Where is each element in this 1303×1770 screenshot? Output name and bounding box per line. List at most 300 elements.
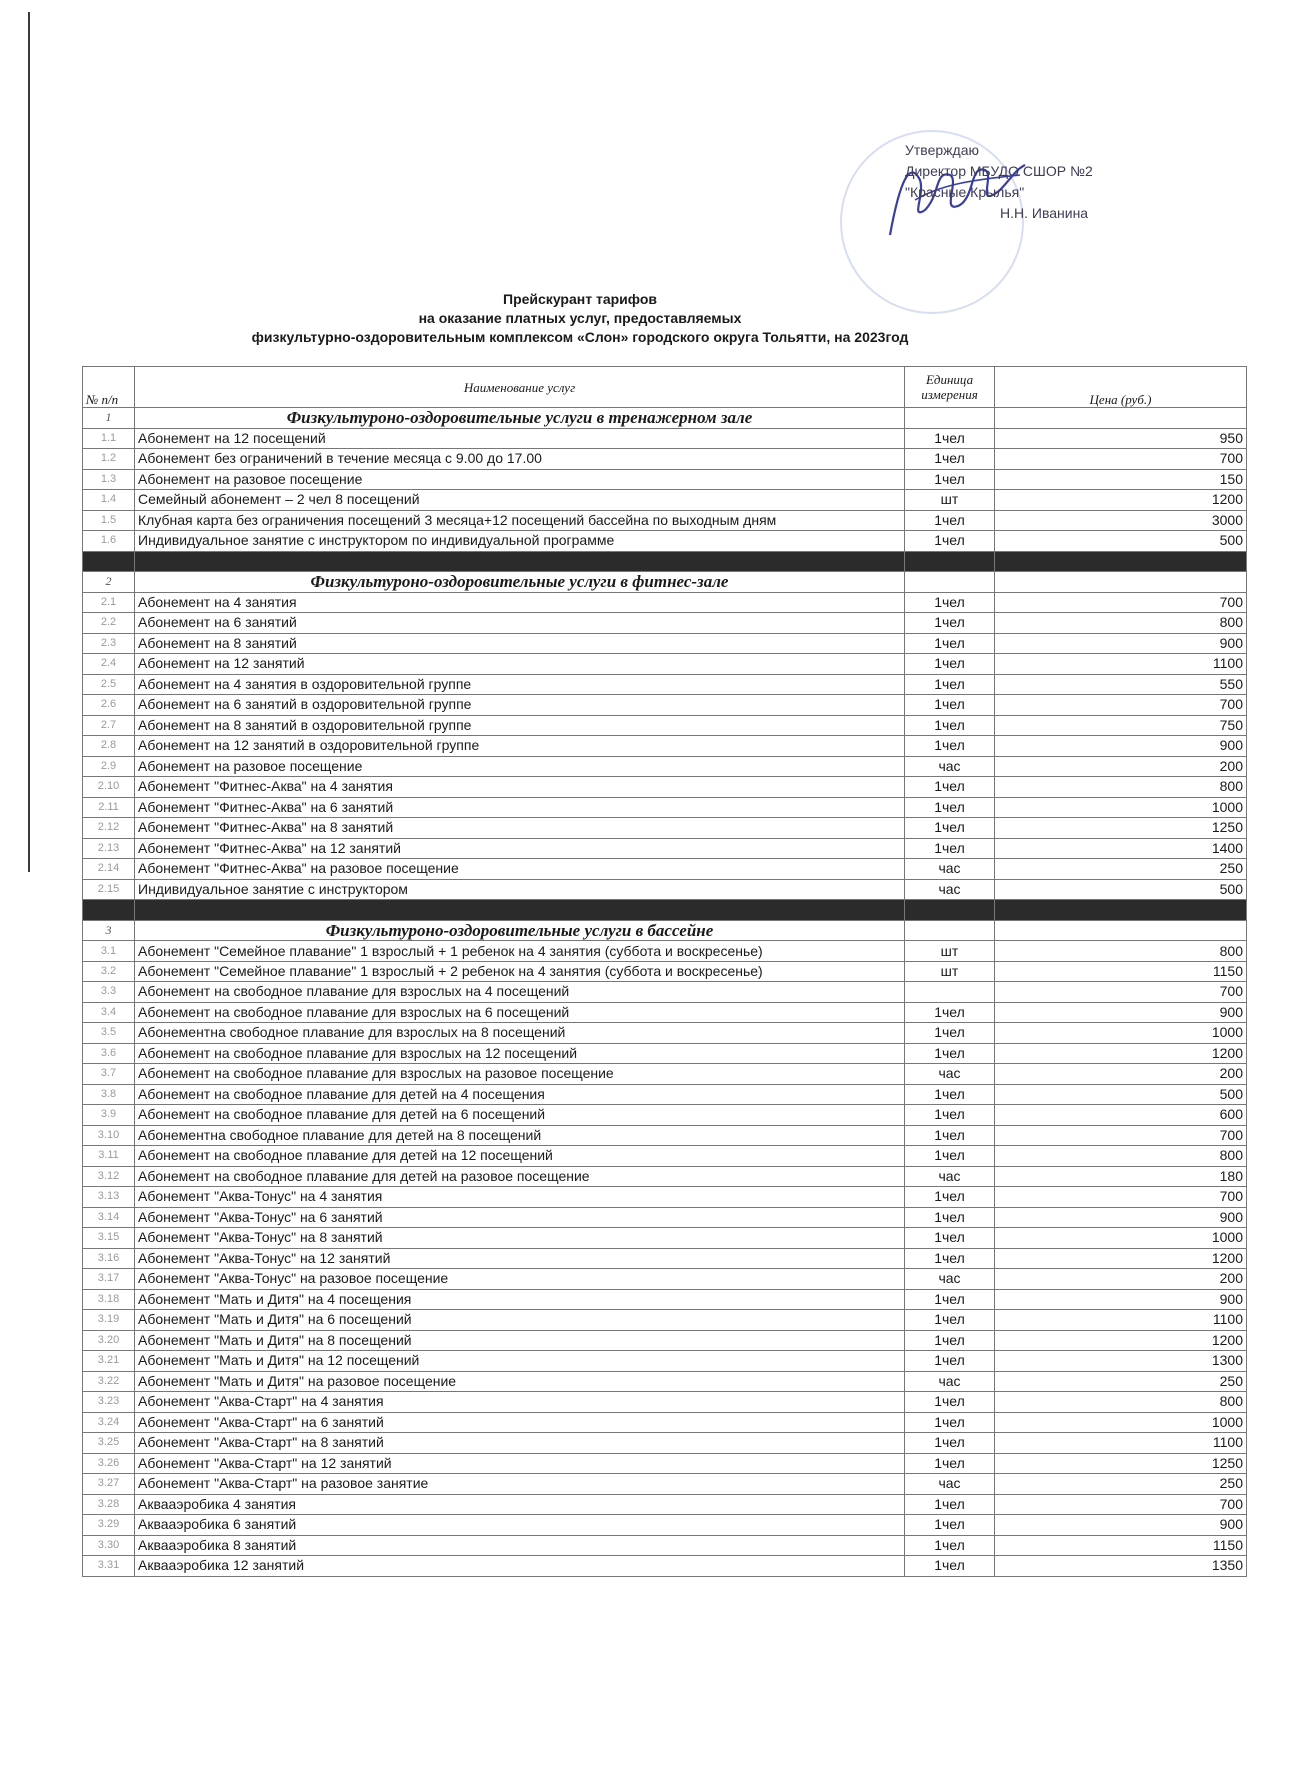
- unit-of-measure: час: [905, 859, 995, 880]
- unit-of-measure: час: [905, 1474, 995, 1495]
- price-value: 1400: [995, 838, 1247, 859]
- left-margin-rule: [28, 12, 30, 872]
- row-number: 3.22: [83, 1371, 135, 1392]
- unit-of-measure: 1чел: [905, 1535, 995, 1556]
- table-row: [83, 1228, 1247, 1249]
- row-number: 3.12: [83, 1166, 135, 1187]
- price-value: 550: [995, 674, 1247, 695]
- service-name: Индивидуальное занятие с инструктором по индивидуальной программе: [135, 531, 905, 552]
- row-number: 3.16: [83, 1248, 135, 1269]
- unit-of-measure: 1чел: [905, 592, 995, 613]
- unit-of-measure: 1чел: [905, 449, 995, 470]
- price-value: 500: [995, 879, 1247, 900]
- table-row: [83, 1310, 1247, 1331]
- table-row: [83, 1392, 1247, 1413]
- row-number: 2.8: [83, 736, 135, 757]
- service-name: Абонемент на 12 занятий в оздоровительной группе: [135, 736, 905, 757]
- table-row: [83, 1187, 1247, 1208]
- service-name: Абонемент на свободное плавание для детей на разовое посещение: [135, 1166, 905, 1187]
- price-value: 250: [995, 1474, 1247, 1495]
- service-name: Абонемент на 6 занятий: [135, 613, 905, 634]
- table-row: [83, 1494, 1247, 1515]
- row-number: 2.14: [83, 859, 135, 880]
- divider-cell: [135, 551, 905, 572]
- price-value: 700: [995, 449, 1247, 470]
- price-value: 1000: [995, 1228, 1247, 1249]
- price-value: 800: [995, 1392, 1247, 1413]
- price-value: 1150: [995, 961, 1247, 982]
- row-number: 3.7: [83, 1064, 135, 1085]
- service-name: Абонемент "Фитнес-Аква" на 12 занятий: [135, 838, 905, 859]
- row-number: 3.14: [83, 1207, 135, 1228]
- table-row: [83, 1371, 1247, 1392]
- service-name: Абонемент "Мать и Дитя" на 4 посещения: [135, 1289, 905, 1310]
- service-name: Абонемент "Фитнес-Аква" на разовое посещение: [135, 859, 905, 880]
- unit-of-measure: 1чел: [905, 428, 995, 449]
- section-header-row: [83, 572, 1247, 593]
- unit-of-measure: 1чел: [905, 633, 995, 654]
- unit-of-measure: [905, 982, 995, 1003]
- price-value: 500: [995, 1084, 1247, 1105]
- unit-of-measure: 1чел: [905, 1515, 995, 1536]
- unit-of-measure: 1чел: [905, 1125, 995, 1146]
- service-name: Абонемент на свободное плавание для взрослых на 4 посещений: [135, 982, 905, 1003]
- table-row: [83, 674, 1247, 695]
- table-row: [83, 818, 1247, 839]
- row-number: 3.3: [83, 982, 135, 1003]
- service-name: Абонемент "Фитнес-Аква" на 4 занятия: [135, 777, 905, 798]
- table-row: [83, 510, 1247, 531]
- unit-of-measure: 1чел: [905, 654, 995, 675]
- service-name: Абонемент "Семейное плавание" 1 взрослый + 1 ребенок на 4 занятия (суббота и воскресенье): [135, 941, 905, 962]
- table-row: [83, 859, 1247, 880]
- service-name: Абонементна свободное плавание для взрослых на 8 посещений: [135, 1023, 905, 1044]
- service-name: Аквааэробика 6 занятий: [135, 1515, 905, 1536]
- unit-of-measure: 1чел: [905, 1084, 995, 1105]
- table-row: [83, 1023, 1247, 1044]
- unit-of-measure: 1чел: [905, 1207, 995, 1228]
- table-row: [83, 1269, 1247, 1290]
- row-number: 2.10: [83, 777, 135, 798]
- table-row: [83, 982, 1247, 1003]
- section-header-row: [83, 408, 1247, 429]
- approval-block: [905, 140, 1093, 224]
- row-number: 2.15: [83, 879, 135, 900]
- unit-of-measure: час: [905, 756, 995, 777]
- row-number: 3.13: [83, 1187, 135, 1208]
- table-row: [83, 838, 1247, 859]
- price-value: 1200: [995, 1248, 1247, 1269]
- header-unit: Единица измерения: [905, 367, 995, 408]
- table-row: [83, 961, 1247, 982]
- unit-of-measure: 1чел: [905, 1146, 995, 1167]
- table-row: [83, 1289, 1247, 1310]
- unit-of-measure: 1чел: [905, 1433, 995, 1454]
- service-name: Абонемент на разовое посещение: [135, 469, 905, 490]
- unit-of-measure: 1чел: [905, 1105, 995, 1126]
- unit-of-measure: 1чел: [905, 818, 995, 839]
- unit-of-measure: шт: [905, 961, 995, 982]
- price-value: 1350: [995, 1556, 1247, 1577]
- unit-of-measure: 1чел: [905, 1310, 995, 1331]
- unit-of-measure: 1чел: [905, 715, 995, 736]
- row-number: 3.8: [83, 1084, 135, 1105]
- unit-of-measure: 1чел: [905, 1023, 995, 1044]
- service-name: Абонемент "Аква-Тонус" на 8 занятий: [135, 1228, 905, 1249]
- service-name: Абонемент "Мать и Дитя" на 12 посещений: [135, 1351, 905, 1372]
- price-value: 800: [995, 777, 1247, 798]
- table-row: [83, 736, 1247, 757]
- table-row: [83, 1166, 1247, 1187]
- row-number: 3.9: [83, 1105, 135, 1126]
- unit-of-measure: 1чел: [905, 797, 995, 818]
- table-row: [83, 715, 1247, 736]
- table-row: [83, 1556, 1247, 1577]
- table-row: [83, 1002, 1247, 1023]
- unit-of-measure: 1чел: [905, 469, 995, 490]
- service-name: Абонемент "Семейное плавание" 1 взрослый + 2 ребенок на 4 занятия (суббота и воскресенье): [135, 961, 905, 982]
- divider-cell: [135, 900, 905, 921]
- service-name: Клубная карта без ограничения посещений 3 месяца+12 посещений бассейна по выходным дням: [135, 510, 905, 531]
- service-name: Абонемент на 8 занятий в оздоровительной группе: [135, 715, 905, 736]
- table-row: [83, 797, 1247, 818]
- table-row: [83, 777, 1247, 798]
- service-name: Абонемент "Мать и Дитя" на 6 посещений: [135, 1310, 905, 1331]
- price-value: 1100: [995, 654, 1247, 675]
- unit-of-measure: 1чел: [905, 674, 995, 695]
- price-value: 150: [995, 469, 1247, 490]
- unit-of-measure: 1чел: [905, 1494, 995, 1515]
- service-name: Аквааэробика 12 занятий: [135, 1556, 905, 1577]
- row-number: 3.11: [83, 1146, 135, 1167]
- section-empty-cell: [995, 408, 1247, 429]
- unit-of-measure: 1чел: [905, 531, 995, 552]
- unit-of-measure: час: [905, 1269, 995, 1290]
- table-row: [83, 1474, 1247, 1495]
- section-empty-cell: [995, 920, 1247, 941]
- price-value: 900: [995, 633, 1247, 654]
- service-name: Абонемент "Аква-Старт" на 4 занятия: [135, 1392, 905, 1413]
- service-name: Абонемент без ограничений в течение месяца с 9.00 до 17.00: [135, 449, 905, 470]
- section-empty-cell: [905, 572, 995, 593]
- price-value: 1000: [995, 1023, 1247, 1044]
- service-name: Абонемент на 12 занятий: [135, 654, 905, 675]
- price-value: 700: [995, 695, 1247, 716]
- document-title: [80, 290, 1080, 347]
- price-value: 900: [995, 1515, 1247, 1536]
- row-number: 3.25: [83, 1433, 135, 1454]
- service-name: Абонемент "Аква-Тонус" на 6 занятий: [135, 1207, 905, 1228]
- unit-of-measure: 1чел: [905, 1187, 995, 1208]
- service-name: Абонемент на свободное плавание для детей на 4 посещения: [135, 1084, 905, 1105]
- price-value: 200: [995, 1064, 1247, 1085]
- table-row: [83, 633, 1247, 654]
- price-value: 1200: [995, 1330, 1247, 1351]
- table-row: [83, 1043, 1247, 1064]
- divider-cell: [905, 900, 995, 921]
- price-value: 1250: [995, 1453, 1247, 1474]
- service-name: Индивидуальное занятие с инструктором: [135, 879, 905, 900]
- table-row: [83, 1433, 1247, 1454]
- unit-of-measure: шт: [905, 490, 995, 511]
- price-value: 700: [995, 1125, 1247, 1146]
- section-header-row: [83, 920, 1247, 941]
- unit-of-measure: 1чел: [905, 1412, 995, 1433]
- row-number: 3.18: [83, 1289, 135, 1310]
- row-number: 2.5: [83, 674, 135, 695]
- section-divider-band: [83, 900, 1247, 921]
- service-name: Абонементна свободное плавание для детей на 8 посещений: [135, 1125, 905, 1146]
- price-value: 250: [995, 859, 1247, 880]
- section-number: 1: [83, 408, 135, 429]
- row-number: 2.9: [83, 756, 135, 777]
- row-number: 2.2: [83, 613, 135, 634]
- unit-of-measure: 1чел: [905, 1392, 995, 1413]
- service-name: Аквааэробика 4 занятия: [135, 1494, 905, 1515]
- row-number: 3.5: [83, 1023, 135, 1044]
- table-row: [83, 756, 1247, 777]
- table-row: [83, 428, 1247, 449]
- price-value: 800: [995, 1146, 1247, 1167]
- service-name: Абонемент на разовое посещение: [135, 756, 905, 777]
- price-value: 950: [995, 428, 1247, 449]
- unit-of-measure: час: [905, 1166, 995, 1187]
- section-empty-cell: [905, 920, 995, 941]
- price-value: 600: [995, 1105, 1247, 1126]
- unit-of-measure: час: [905, 1064, 995, 1085]
- table-row: [83, 1330, 1247, 1351]
- service-name: Абонемент на свободное плавание для взрослых на 6 посещений: [135, 1002, 905, 1023]
- service-name: Абонемент "Аква-Старт" на 6 занятий: [135, 1412, 905, 1433]
- price-value: 900: [995, 1002, 1247, 1023]
- price-value: 1200: [995, 490, 1247, 511]
- row-number: 2.1: [83, 592, 135, 613]
- header-price: Цена (руб.): [995, 367, 1247, 408]
- service-name: Абонемент "Аква-Старт" на 8 занятий: [135, 1433, 905, 1454]
- price-value: 900: [995, 1207, 1247, 1228]
- unit-of-measure: час: [905, 1371, 995, 1392]
- table-row: [83, 695, 1247, 716]
- approval-line-3: "Красные Крылья": [905, 184, 1025, 200]
- price-value: 700: [995, 1187, 1247, 1208]
- service-name: Абонемент на 6 занятий в оздоровительной группе: [135, 695, 905, 716]
- table-row: [83, 1105, 1247, 1126]
- service-name: Абонемент на 12 посещений: [135, 428, 905, 449]
- price-value: 1000: [995, 1412, 1247, 1433]
- header-num: № п/п: [83, 367, 135, 408]
- table-row: [83, 1146, 1247, 1167]
- service-name: Абонемент на 4 занятия: [135, 592, 905, 613]
- row-number: 3.15: [83, 1228, 135, 1249]
- row-number: 3.29: [83, 1515, 135, 1536]
- price-value: 250: [995, 1371, 1247, 1392]
- section-empty-cell: [995, 572, 1247, 593]
- unit-of-measure: час: [905, 879, 995, 900]
- unit-of-measure: 1чел: [905, 510, 995, 531]
- table-row: [83, 449, 1247, 470]
- approval-line-2: Директор МБУДО СШОР №2: [905, 163, 1093, 179]
- unit-of-measure: 1чел: [905, 1556, 995, 1577]
- title-line-3: физкультурно-оздоровительным комплексом «Слон» городского округа Тольятти, на 2023год: [251, 329, 909, 345]
- row-number: 2.13: [83, 838, 135, 859]
- unit-of-measure: 1чел: [905, 1043, 995, 1064]
- approval-line-1: Утверждаю: [905, 142, 979, 158]
- service-name: Абонемент "Аква-Старт" на 12 занятий: [135, 1453, 905, 1474]
- row-number: 3.28: [83, 1494, 135, 1515]
- row-number: 2.6: [83, 695, 135, 716]
- table-row: [83, 490, 1247, 511]
- unit-of-measure: 1чел: [905, 1002, 995, 1023]
- price-value: 1200: [995, 1043, 1247, 1064]
- price-value: 1100: [995, 1310, 1247, 1331]
- row-number: 3.31: [83, 1556, 135, 1577]
- service-name: Абонемент "Аква-Старт" на разовое занятие: [135, 1474, 905, 1495]
- row-number: 3.10: [83, 1125, 135, 1146]
- row-number: 3.27: [83, 1474, 135, 1495]
- row-number: 3.2: [83, 961, 135, 982]
- service-name: Абонемент "Мать и Дитя" на 8 посещений: [135, 1330, 905, 1351]
- service-name: Абонемент на свободное плавание для взрослых на 12 посещений: [135, 1043, 905, 1064]
- price-value: 500: [995, 531, 1247, 552]
- unit-of-measure: 1чел: [905, 1228, 995, 1249]
- service-name: Абонемент "Аква-Тонус" на разовое посещение: [135, 1269, 905, 1290]
- price-value: 900: [995, 736, 1247, 757]
- section-empty-cell: [905, 408, 995, 429]
- price-value: 180: [995, 1166, 1247, 1187]
- table-row: [83, 1207, 1247, 1228]
- service-name: Абонемент на 8 занятий: [135, 633, 905, 654]
- price-value: 700: [995, 592, 1247, 613]
- service-name: Абонемент на свободное плавание для взрослых на разовое посещение: [135, 1064, 905, 1085]
- service-name: Семейный абонемент – 2 чел 8 посещений: [135, 490, 905, 511]
- price-value: 750: [995, 715, 1247, 736]
- row-number: 3.23: [83, 1392, 135, 1413]
- table-row: [83, 879, 1247, 900]
- service-name: Аквааэробика 8 занятий: [135, 1535, 905, 1556]
- section-number: 2: [83, 572, 135, 593]
- price-value: 700: [995, 1494, 1247, 1515]
- price-value: 1150: [995, 1535, 1247, 1556]
- approval-line-4: Н.Н. Иванина: [1000, 205, 1089, 221]
- unit-of-measure: 1чел: [905, 777, 995, 798]
- table-row: [83, 1412, 1247, 1433]
- row-number: 3.19: [83, 1310, 135, 1331]
- table-row: [83, 1248, 1247, 1269]
- row-number: 1.3: [83, 469, 135, 490]
- table-row: [83, 1453, 1247, 1474]
- price-value: 1100: [995, 1433, 1247, 1454]
- table-row: [83, 613, 1247, 634]
- price-value: 3000: [995, 510, 1247, 531]
- table-row: [83, 1084, 1247, 1105]
- section-number: 3: [83, 920, 135, 941]
- unit-of-measure: 1чел: [905, 1330, 995, 1351]
- service-name: Абонемент на свободное плавание для детей на 6 посещений: [135, 1105, 905, 1126]
- price-value: 1250: [995, 818, 1247, 839]
- unit-of-measure: 1чел: [905, 838, 995, 859]
- section-title: Физкультуроно-оздоровительные услуги в тренажерном зале: [135, 408, 905, 429]
- row-number: 1.6: [83, 531, 135, 552]
- table-row: [83, 1515, 1247, 1536]
- table-row: [83, 592, 1247, 613]
- table-row: [83, 1064, 1247, 1085]
- service-name: Абонемент "Фитнес-Аква" на 6 занятий: [135, 797, 905, 818]
- divider-cell: [83, 900, 135, 921]
- table-row: [83, 941, 1247, 962]
- table-row: [83, 1535, 1247, 1556]
- row-number: 2.4: [83, 654, 135, 675]
- service-name: Абонемент "Аква-Тонус" на 12 занятий: [135, 1248, 905, 1269]
- divider-cell: [905, 551, 995, 572]
- price-value: 700: [995, 982, 1247, 1003]
- table-row: [83, 1125, 1247, 1146]
- divider-cell: [995, 551, 1247, 572]
- service-name: Абонемент на свободное плавание для детей на 12 посещений: [135, 1146, 905, 1167]
- table-row: [83, 531, 1247, 552]
- row-number: 1.2: [83, 449, 135, 470]
- price-value: 1000: [995, 797, 1247, 818]
- header-name: Наименование услуг: [135, 367, 905, 408]
- section-title: Физкультуроно-оздоровительные услуги в бассейне: [135, 920, 905, 941]
- row-number: 2.7: [83, 715, 135, 736]
- title-line-2: на оказание платных услуг, предоставляемых: [418, 310, 742, 326]
- price-table: [82, 366, 1247, 1577]
- unit-of-measure: 1чел: [905, 613, 995, 634]
- row-number: 1.5: [83, 510, 135, 531]
- service-name: Абонемент на 4 занятия в оздоровительной группе: [135, 674, 905, 695]
- unit-of-measure: 1чел: [905, 695, 995, 716]
- unit-of-measure: шт: [905, 941, 995, 962]
- row-number: 3.30: [83, 1535, 135, 1556]
- row-number: 2.11: [83, 797, 135, 818]
- unit-of-measure: 1чел: [905, 1248, 995, 1269]
- row-number: 3.20: [83, 1330, 135, 1351]
- row-number: 3.4: [83, 1002, 135, 1023]
- row-number: 2.3: [83, 633, 135, 654]
- table-body: [83, 408, 1247, 1577]
- section-title: Физкультуроно-оздоровительные услуги в фитнес-зале: [135, 572, 905, 593]
- row-number: 3.21: [83, 1351, 135, 1372]
- unit-of-measure: 1чел: [905, 1289, 995, 1310]
- price-value: 900: [995, 1289, 1247, 1310]
- price-value: 200: [995, 756, 1247, 777]
- unit-of-measure: 1чел: [905, 736, 995, 757]
- divider-cell: [995, 900, 1247, 921]
- table-row: [83, 469, 1247, 490]
- row-number: 3.24: [83, 1412, 135, 1433]
- table-row: [83, 1351, 1247, 1372]
- row-number: 3.1: [83, 941, 135, 962]
- unit-of-measure: 1чел: [905, 1351, 995, 1372]
- price-value: 1300: [995, 1351, 1247, 1372]
- price-value: 200: [995, 1269, 1247, 1290]
- service-name: Абонемент "Мать и Дитя" на разовое посещение: [135, 1371, 905, 1392]
- row-number: 3.17: [83, 1269, 135, 1290]
- service-name: Абонемент "Фитнес-Аква" на 8 занятий: [135, 818, 905, 839]
- price-value: 800: [995, 613, 1247, 634]
- table-header-row: [83, 367, 1247, 408]
- row-number: 1.1: [83, 428, 135, 449]
- unit-of-measure: 1чел: [905, 1453, 995, 1474]
- table-row: [83, 654, 1247, 675]
- row-number: 3.26: [83, 1453, 135, 1474]
- divider-cell: [83, 551, 135, 572]
- price-value: 800: [995, 941, 1247, 962]
- service-name: Абонемент "Аква-Тонус" на 4 занятия: [135, 1187, 905, 1208]
- row-number: 1.4: [83, 490, 135, 511]
- row-number: 2.12: [83, 818, 135, 839]
- section-divider-band: [83, 551, 1247, 572]
